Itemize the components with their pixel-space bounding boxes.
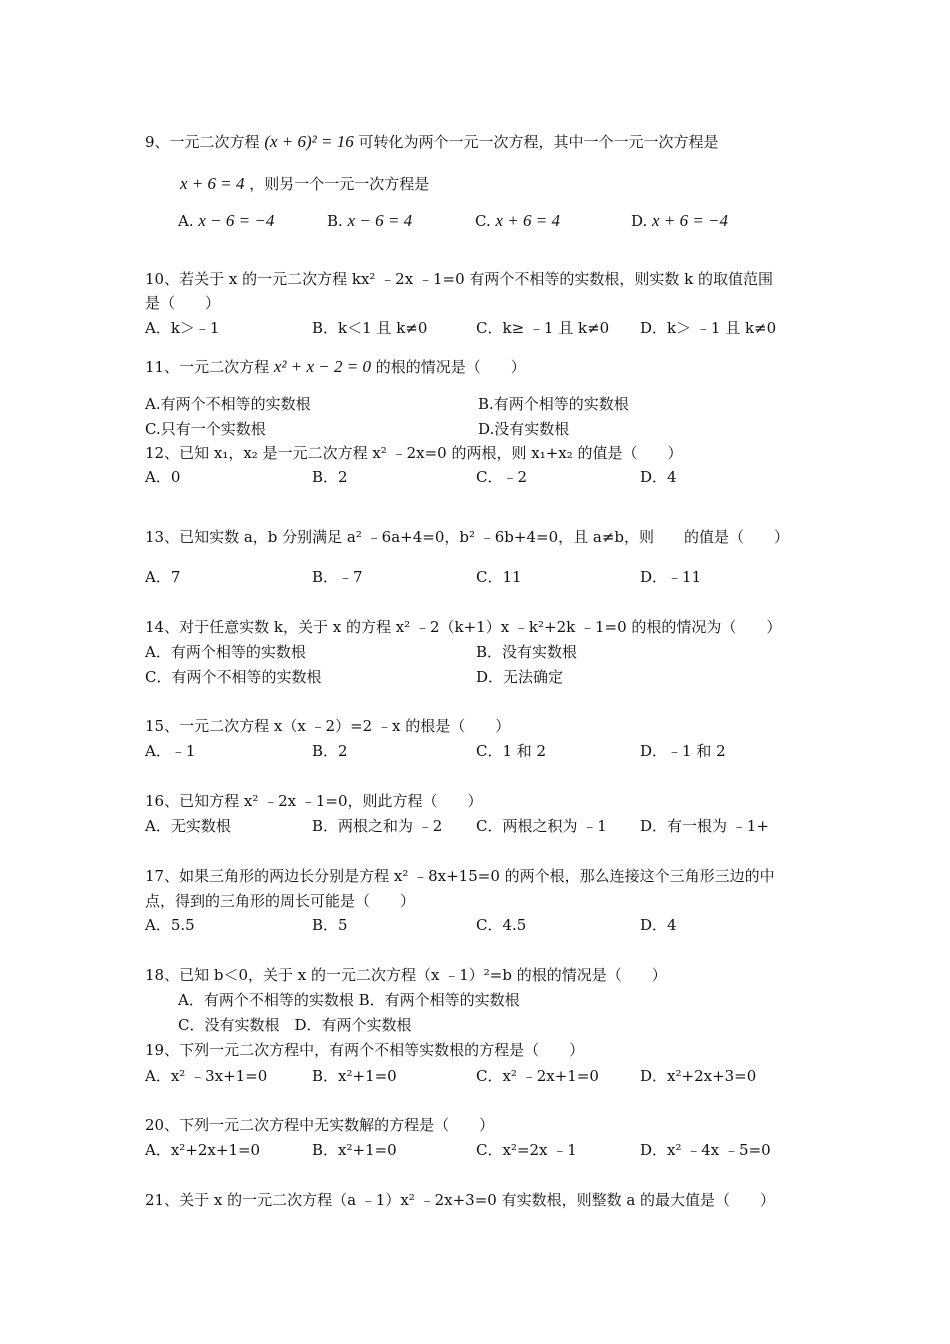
q14-option-c: C．有两个不相等的实数根 xyxy=(145,668,322,686)
q16-option-b: B．两根之和为 ﹣2 xyxy=(312,817,443,835)
q11-option-b: B.有两个相等的实数根 xyxy=(478,395,629,413)
q11-option-d: D.没有实数根 xyxy=(478,420,570,438)
q17-line2: 点，得到的三角形的周长可能是（ ） xyxy=(145,892,416,910)
option-equation: x + 6 = 4 xyxy=(495,211,560,230)
q9-option-c xyxy=(475,212,560,230)
q20-option-d: D．x² ﹣4x ﹣5=0 xyxy=(640,1141,771,1159)
q9-lead: 9、一元二次方程 xyxy=(145,133,260,151)
q14-option-d: D．无法确定 xyxy=(476,668,564,686)
q12-option-b: B．2 xyxy=(312,468,348,486)
q17-option-a: A．5.5 xyxy=(145,916,195,934)
q16-option-c: C．两根之积为 ﹣1 xyxy=(476,817,607,835)
q20-line: 20、下列一元二次方程中无实数解的方程是（ ） xyxy=(145,1116,495,1134)
q13-option-b: B．﹣7 xyxy=(312,568,363,586)
q20-option-b: B．x²+1=0 xyxy=(312,1141,397,1159)
q17-line1: 17、如果三角形的两边长分别是方程 x² ﹣8x+15=0 的两个根，那么连接这个三角形三边的中 xyxy=(145,867,775,885)
q21-line: 21、关于 x 的一元二次方程（a ﹣1）x² ﹣2x+3=0 有实数根，则整数 a 的最大值是（ ） xyxy=(145,1191,776,1209)
q15-option-a: A．﹣1 xyxy=(145,742,196,760)
q17-option-c: C．4.5 xyxy=(476,916,527,934)
q12-option-d: D．4 xyxy=(640,468,677,486)
q19-option-b: B．x²+1=0 xyxy=(312,1067,397,1085)
q9-line1 xyxy=(145,133,719,151)
q11-lead: 11、一元二次方程 xyxy=(145,358,270,376)
q13-line: 13、已知实数 a，b 分别满足 a² ﹣6a+4=0，b² ﹣6b+4=0，且 a≠b，则 的值是（ ） xyxy=(145,528,790,546)
q12-option-a: A．0 xyxy=(145,468,181,486)
option-label: B. xyxy=(327,212,343,230)
q18-options-row1: A．有两个不相等的实数根 B．有两个相等的实数根 xyxy=(178,991,520,1009)
q11-option-a: A.有两个不相等的实数根 xyxy=(145,395,311,413)
q9-option-a xyxy=(178,212,274,230)
q9-equation: (x + 6)² = 16 xyxy=(264,132,354,151)
q10-option-c: C．k≥ ﹣1 且 k≠0 xyxy=(476,319,610,337)
q18-line: 18、已知 b＜0，关于 x 的一元二次方程（x ﹣1）²=b 的根的情况是（ ） xyxy=(145,966,667,984)
option-equation: x + 6 = −4 xyxy=(652,211,729,230)
q9-line2 xyxy=(180,175,429,193)
q19-option-d: D．x²+2x+3=0 xyxy=(640,1067,757,1085)
q18-options-row2: C．没有实数根 D．有两个实数根 xyxy=(178,1016,412,1034)
q9-option-b xyxy=(327,212,412,230)
option-equation: x − 6 = 4 xyxy=(347,211,413,230)
q13-option-d: D．﹣11 xyxy=(640,568,702,586)
q12-option-c: C．﹣2 xyxy=(476,468,528,486)
q9-tail: 可转化为两个一元一次方程，其中一个一元一次方程是 xyxy=(358,133,719,151)
q19-line: 19、下列一元二次方程中，有两个不相等实数根的方程是（ ） xyxy=(145,1041,585,1059)
option-equation: x − 6 = −4 xyxy=(198,211,275,230)
option-label: D. xyxy=(631,212,648,230)
q14-option-a: A．有两个相等的实数根 xyxy=(145,643,306,661)
q10-option-d: D．k＞ ﹣1 且 k≠0 xyxy=(640,319,777,337)
q9-line2-tail: ，则另一个一元一次方程是 xyxy=(249,175,430,193)
q14-option-b: B．没有实数根 xyxy=(476,643,578,661)
q15-option-d: D．﹣1 和 2 xyxy=(640,742,726,760)
q15-option-c: C．1 和 2 xyxy=(476,742,547,760)
q20-option-c: C．x²=2x ﹣1 xyxy=(476,1141,577,1159)
q16-line: 16、已知方程 x² ﹣2x ﹣1=0，则此方程（ ） xyxy=(145,792,483,810)
q17-option-d: D．4 xyxy=(640,916,677,934)
q19-option-c: C．x² ﹣2x+1=0 xyxy=(476,1067,599,1085)
q11-equation: x² + x − 2 = 0 xyxy=(273,357,371,376)
q15-line: 15、一元二次方程 x（x ﹣2）=2 ﹣x 的根是（ ） xyxy=(145,717,511,735)
q10-line1: 10、若关于 x 的一元二次方程 kx² ﹣2x ﹣1=0 有两个不相等的实数根，则实数 k 的取值范围 xyxy=(145,270,774,288)
q16-option-d: D．有一根为 ﹣1+ xyxy=(640,817,769,835)
q17-option-b: B．5 xyxy=(312,916,348,934)
q15-option-b: B．2 xyxy=(312,742,348,760)
q10-line2: 是（ ） xyxy=(145,294,221,312)
q10-option-a: A．k＞﹣1 xyxy=(145,319,220,337)
q10-option-b: B．k＜1 且 k≠0 xyxy=(312,319,428,337)
q14-line: 14、对于任意实数 k，关于 x 的方程 x² ﹣2（k+1）x ﹣k²+2k ﹣1=0 的根的情况为（ ） xyxy=(145,618,782,636)
option-label: A. xyxy=(178,212,194,230)
q13-option-c: C．11 xyxy=(476,568,522,586)
q12-line: 12、已知 x₁，x₂ 是一元二次方程 x² ﹣2x=0 的两根，则 x₁+x₂ 的值是（ ） xyxy=(145,444,683,462)
q13-option-a: A．7 xyxy=(145,568,181,586)
q11-option-c: C.只有一个实数根 xyxy=(145,420,266,438)
q16-option-a: A．无实数根 xyxy=(145,817,231,835)
option-label: C. xyxy=(475,212,491,230)
q11-line xyxy=(145,358,526,376)
q9-option-d xyxy=(631,212,728,230)
q19-option-a: A．x² ﹣3x+1=0 xyxy=(145,1067,268,1085)
q20-option-a: A．x²+2x+1=0 xyxy=(145,1141,261,1159)
q11-tail: 的根的情况是（ ） xyxy=(375,358,526,376)
q9-line2-equation: x + 6 = 4 xyxy=(180,174,245,193)
